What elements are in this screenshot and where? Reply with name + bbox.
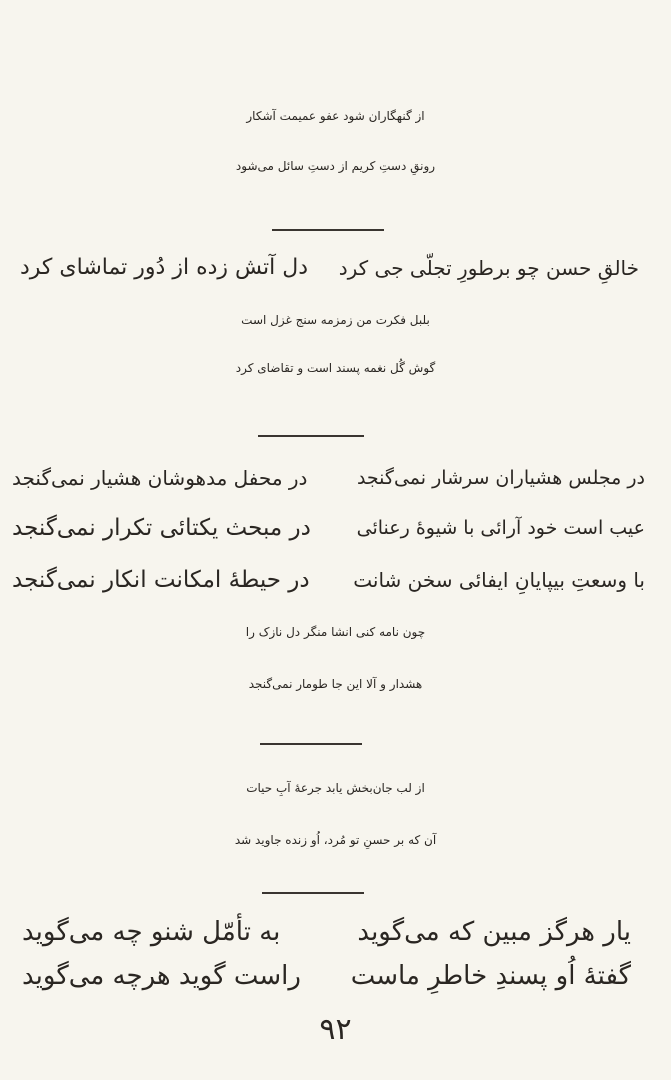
verse-hemistich-right: در مجلس هشیاران سرشار نمی‌گنجد xyxy=(356,467,645,489)
verse-hemistich-right: خالقِ حسن چو برطورِ تجلّی جی کرد xyxy=(338,256,639,280)
section-divider xyxy=(260,743,362,745)
verse-hemistich-right: یار هرگز مبین که می‌گوید xyxy=(357,917,631,947)
verse-hemistich-left: در حیطهٔ امکانت انکار نمی‌گنجد xyxy=(12,567,310,593)
section-divider xyxy=(272,229,384,231)
verse-line: گوش گُل نغمه پسند است و تقاضای کرد xyxy=(235,361,436,375)
verse-hemistich-right: با وسعتِ بیپایانِ ایفائی سخن شانت xyxy=(353,568,645,592)
verse-line: چون نامه کنی انشا منگر دل نازک را xyxy=(245,625,426,639)
verse-line: هشدار و آلا این جا طومار نمی‌گنجد xyxy=(248,677,423,691)
verse-hemistich-left: دل آتش زده از دُور تماشای کرد xyxy=(20,255,309,280)
verse-hemistich-right: عیب است خود آرائی با شیوهٔ رعنائی xyxy=(356,517,645,539)
verse-hemistich-left: در مبحث یکتائی تکرار نمی‌گنجد xyxy=(12,515,311,541)
verse-line: بلبل فکرت من زمزمه سنج غزل است xyxy=(241,313,430,327)
verse-hemistich-left: به تأمّل شنو چه می‌گوید xyxy=(22,917,281,947)
section-divider xyxy=(258,435,364,437)
verse-hemistich-left: در محفل مدهوشان هشیار نمی‌گنجد xyxy=(12,466,308,490)
verse-line: آن که بر حسنِ تو مُرد، اُو زنده جاوید شد xyxy=(234,833,437,847)
verse-hemistich-left: راست گوید هرچه می‌گوید xyxy=(22,961,301,991)
verse-line: از گنهگاران شود عفو عمیمت آشکار xyxy=(246,109,425,123)
page-number: ۹۲ xyxy=(319,1012,352,1047)
verse-line: از لب جان‌بخش یابد جرعهٔ آبِ حیات xyxy=(246,781,425,795)
section-divider xyxy=(262,892,364,894)
verse-hemistich-right: گفتهٔ اُو پسندِ خاطرِ ماست xyxy=(350,961,631,991)
verse-line: رونقِ دستِ کریم از دستِ سائل می‌شود xyxy=(235,159,436,173)
